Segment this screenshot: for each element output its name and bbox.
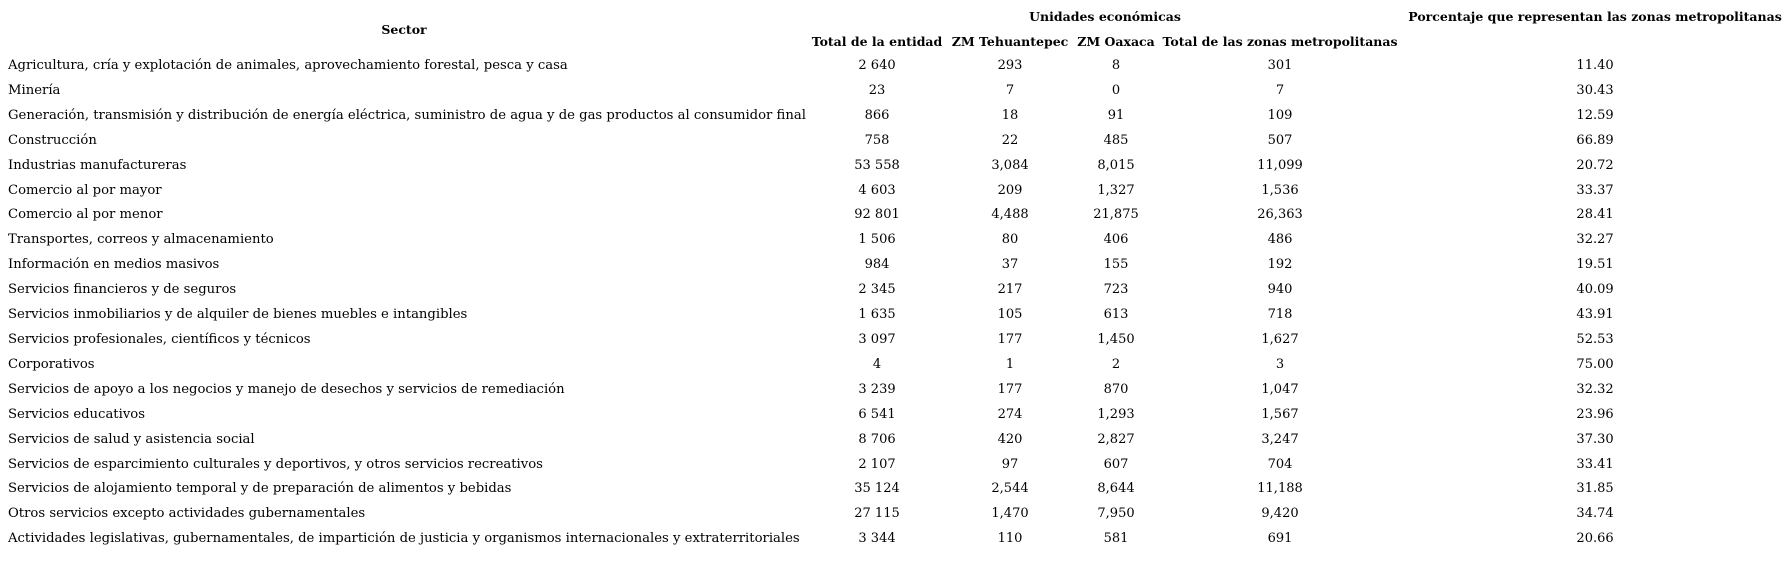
table-row xyxy=(0,403,1788,428)
table-row xyxy=(0,477,1788,502)
total-entidad-header: Total de la entidad xyxy=(811,34,943,49)
zm-tehuantepec-cell: 105 xyxy=(997,307,1023,323)
total-entidad-cell: 3 239 xyxy=(858,381,896,397)
zm-tehuantepec-cell: 7 xyxy=(1005,82,1015,98)
zm-oaxaca-cell: 1,327 xyxy=(1097,182,1135,198)
table-row xyxy=(0,154,1788,179)
total-zonas-cell: 691 xyxy=(1267,531,1293,547)
sector-cell: Información en medios masivos xyxy=(8,257,220,273)
zm-oaxaca-cell: 581 xyxy=(1103,531,1129,547)
total-entidad-cell: 2 107 xyxy=(858,456,896,472)
sector-cell: Servicios profesionales, científicos y técnicos xyxy=(8,331,311,347)
zm-tehuantepec-cell: 293 xyxy=(997,58,1023,73)
table-body xyxy=(0,54,1788,552)
total-zonas-cell: 301 xyxy=(1267,58,1293,73)
zm-oaxaca-cell: 91 xyxy=(1107,107,1125,123)
total-entidad-cell: 984 xyxy=(864,257,890,273)
total-zonas-cell: 940 xyxy=(1267,282,1293,298)
zm-oaxaca-cell: 7,950 xyxy=(1097,506,1135,522)
total-zonas-cell: 507 xyxy=(1267,132,1293,148)
sector-cell: Servicios inmobiliarios y de alquiler de bienes muebles e intangibles xyxy=(8,307,468,323)
percentage-cell: 20.66 xyxy=(1576,531,1614,547)
table-row xyxy=(0,328,1788,353)
zm-oaxaca-cell: 723 xyxy=(1103,282,1129,298)
zm-tehuantepec-cell: 37 xyxy=(1001,257,1019,273)
total-entidad-cell: 1 635 xyxy=(858,307,896,323)
zm-oaxaca-cell: 613 xyxy=(1103,307,1129,323)
percentage-cell: 30.43 xyxy=(1576,82,1614,98)
sector-cell: Generación, transmisión y distribución de energía eléctrica, suministro de agua y de gas productos al consumidor final xyxy=(8,107,806,123)
total-zonas-cell: 718 xyxy=(1267,307,1293,323)
sector-cell: Minería xyxy=(8,82,61,98)
percentage-cell: 28.41 xyxy=(1576,207,1614,223)
zm-tehuantepec-cell: 217 xyxy=(997,282,1023,298)
sector-header: Sector xyxy=(381,21,427,37)
percentage-cell: 32.27 xyxy=(1576,232,1614,248)
table-row xyxy=(0,303,1788,328)
sector-cell: Transportes, correos y almacenamiento xyxy=(8,232,274,248)
zm-tehuantepec-cell: 80 xyxy=(1001,232,1019,248)
table-row xyxy=(0,203,1788,228)
zm-oaxaca-cell: 406 xyxy=(1103,232,1129,248)
sector-cell: Servicios financieros y de seguros xyxy=(8,282,237,298)
sector-cell: Corporativos xyxy=(8,356,95,372)
zm-oaxaca-cell: 8,015 xyxy=(1097,157,1135,173)
total-entidad-cell: 3 097 xyxy=(858,331,896,347)
total-entidad-cell: 27 115 xyxy=(854,506,900,522)
sector-cell: Agricultura, cría y explotación de animales, aprovechamiento forestal, pesca y casa xyxy=(8,58,568,73)
percentage-cell: 37.30 xyxy=(1576,431,1614,447)
zm-tehuantepec-cell: 1,470 xyxy=(991,506,1029,522)
total-zonas-cell: 486 xyxy=(1267,232,1293,248)
zm-tehuantepec-cell: 274 xyxy=(997,406,1023,422)
percentage-cell: 40.09 xyxy=(1576,282,1614,298)
zm-oaxaca-cell: 870 xyxy=(1103,381,1129,397)
sector-cell: Industrias manufactureras xyxy=(8,157,187,173)
total-entidad-cell: 2 640 xyxy=(858,58,896,73)
zm-oaxaca-cell: 607 xyxy=(1103,456,1129,472)
total-zonas-cell: 3,247 xyxy=(1261,431,1299,447)
percentage-cell: 32.32 xyxy=(1576,381,1614,397)
total-entidad-cell: 4 xyxy=(872,356,882,372)
zm-tehuantepec-cell: 110 xyxy=(997,531,1023,547)
percentage-cell: 52.53 xyxy=(1576,331,1614,347)
percentage-cell: 43.91 xyxy=(1576,307,1614,323)
sector-cell: Comercio al por mayor xyxy=(8,182,162,198)
total-zonas-cell: 26,363 xyxy=(1257,207,1303,223)
sector-cell: Comercio al por menor xyxy=(8,207,163,223)
total-entidad-cell: 6 541 xyxy=(858,406,896,422)
total-entidad-cell: 3 344 xyxy=(858,531,896,547)
zm-tehuantepec-cell: 4,488 xyxy=(991,207,1029,223)
table-row xyxy=(0,453,1788,478)
percentage-cell: 31.85 xyxy=(1576,481,1614,497)
total-entidad-cell: 866 xyxy=(864,107,890,123)
zm-tehuantepec-cell: 209 xyxy=(997,182,1023,198)
sector-cell: Servicios de esparcimiento culturales y deportivos, y otros servicios recreativos xyxy=(8,456,543,472)
zm-tehuantepec-cell: 177 xyxy=(997,331,1023,347)
table-row xyxy=(0,253,1788,278)
total-entidad-cell: 2 345 xyxy=(858,282,896,298)
table-row xyxy=(0,179,1788,204)
total-entidad-cell: 35 124 xyxy=(854,481,900,497)
total-zonas-cell: 192 xyxy=(1267,257,1293,273)
sector-cell: Servicios de alojamiento temporal y de preparación de alimentos y bebidas xyxy=(8,481,512,497)
table-row xyxy=(0,353,1788,378)
table-row xyxy=(0,378,1788,403)
zm-oaxaca-cell: 0 xyxy=(1111,82,1121,98)
sector-cell: Servicios de salud y asistencia social xyxy=(8,431,255,447)
total-zonas-cell: 109 xyxy=(1267,107,1293,123)
table-row xyxy=(0,79,1788,104)
table-row xyxy=(0,278,1788,303)
sector-cell: Servicios de apoyo a los negocios y manejo de desechos y servicios de remediación xyxy=(8,381,565,397)
zm-oaxaca-cell: 8 xyxy=(1111,58,1121,73)
total-zonas-cell: 7 xyxy=(1275,82,1285,98)
zm-oaxaca-cell: 2 xyxy=(1111,356,1121,372)
table-row xyxy=(0,228,1788,253)
zm-oaxaca-cell: 1,450 xyxy=(1097,331,1135,347)
zm-tehuantepec-cell: 97 xyxy=(1001,456,1019,472)
percentage-cell: 23.96 xyxy=(1576,406,1614,422)
zm-tehuantepec-header: ZM Tehuantepec xyxy=(951,34,1069,49)
economic-units-table xyxy=(0,4,1788,552)
table-row xyxy=(0,104,1788,129)
total-zonas-cell: 1,047 xyxy=(1261,381,1299,397)
zm-oaxaca-cell: 2,827 xyxy=(1097,431,1135,447)
table-row xyxy=(0,502,1788,527)
sector-cell: Otros servicios excepto actividades gubernamentales xyxy=(8,506,366,522)
total-zonas-cell: 1,627 xyxy=(1261,331,1299,347)
sector-cell: Actividades legislativas, gubernamentales, de impartición de justicia y organismos internacionales y extraterritoriales xyxy=(8,531,800,547)
zm-oaxaca-cell: 485 xyxy=(1103,132,1129,148)
zm-tehuantepec-cell: 3,084 xyxy=(991,157,1029,173)
zm-tehuantepec-cell: 22 xyxy=(1001,132,1019,148)
percentage-header: Porcentaje que representan las zonas metropolitanas xyxy=(1408,9,1782,24)
percentage-cell: 11.40 xyxy=(1576,58,1614,73)
zm-tehuantepec-cell: 2,544 xyxy=(991,481,1029,497)
percentage-cell: 34.74 xyxy=(1576,506,1614,522)
total-entidad-cell: 23 xyxy=(868,82,886,98)
table-row xyxy=(0,527,1788,552)
percentage-cell: 20.72 xyxy=(1576,157,1614,173)
sector-cell: Servicios educativos xyxy=(8,406,145,422)
total-zonas-cell: 3 xyxy=(1275,356,1285,372)
total-zonas-cell: 11,099 xyxy=(1257,157,1303,173)
total-entidad-cell: 758 xyxy=(864,132,890,148)
zm-oaxaca-header: ZM Oaxaca xyxy=(1077,34,1155,49)
percentage-cell: 33.37 xyxy=(1576,182,1614,198)
zm-oaxaca-cell: 21,875 xyxy=(1093,207,1139,223)
total-zonas-cell: 9,420 xyxy=(1261,506,1299,522)
total-entidad-cell: 1 506 xyxy=(858,232,896,248)
zm-oaxaca-cell: 1,293 xyxy=(1097,406,1135,422)
sector-cell: Construcción xyxy=(8,132,97,148)
total-entidad-cell: 4 603 xyxy=(858,182,896,198)
zm-tehuantepec-cell: 420 xyxy=(997,431,1023,447)
total-zonas-cell: 1,567 xyxy=(1261,406,1299,422)
table-row xyxy=(0,428,1788,453)
total-zonas-header: Total de las zonas metropolitanas xyxy=(1162,34,1398,49)
percentage-cell: 33.41 xyxy=(1576,456,1614,472)
percentage-cell: 19.51 xyxy=(1576,257,1614,273)
total-entidad-cell: 8 706 xyxy=(858,431,896,447)
percentage-cell: 75.00 xyxy=(1576,356,1614,372)
percentage-cell: 66.89 xyxy=(1576,132,1614,148)
total-zonas-cell: 11,188 xyxy=(1257,481,1303,497)
zm-tehuantepec-cell: 177 xyxy=(997,381,1023,397)
total-entidad-cell: 92 801 xyxy=(854,207,900,223)
zm-oaxaca-cell: 155 xyxy=(1103,257,1129,273)
table-row xyxy=(0,129,1788,154)
total-zonas-cell: 704 xyxy=(1267,456,1293,472)
zm-tehuantepec-cell: 1 xyxy=(1005,356,1015,372)
zm-tehuantepec-cell: 18 xyxy=(1001,107,1019,123)
group-header: Unidades económicas xyxy=(1029,9,1181,24)
header-row-top xyxy=(0,4,1788,29)
percentage-cell: 12.59 xyxy=(1576,107,1614,123)
zm-oaxaca-cell: 8,644 xyxy=(1097,481,1135,497)
total-zonas-cell: 1,536 xyxy=(1261,182,1299,198)
table-row xyxy=(0,54,1788,79)
total-entidad-cell: 53 558 xyxy=(854,157,900,173)
